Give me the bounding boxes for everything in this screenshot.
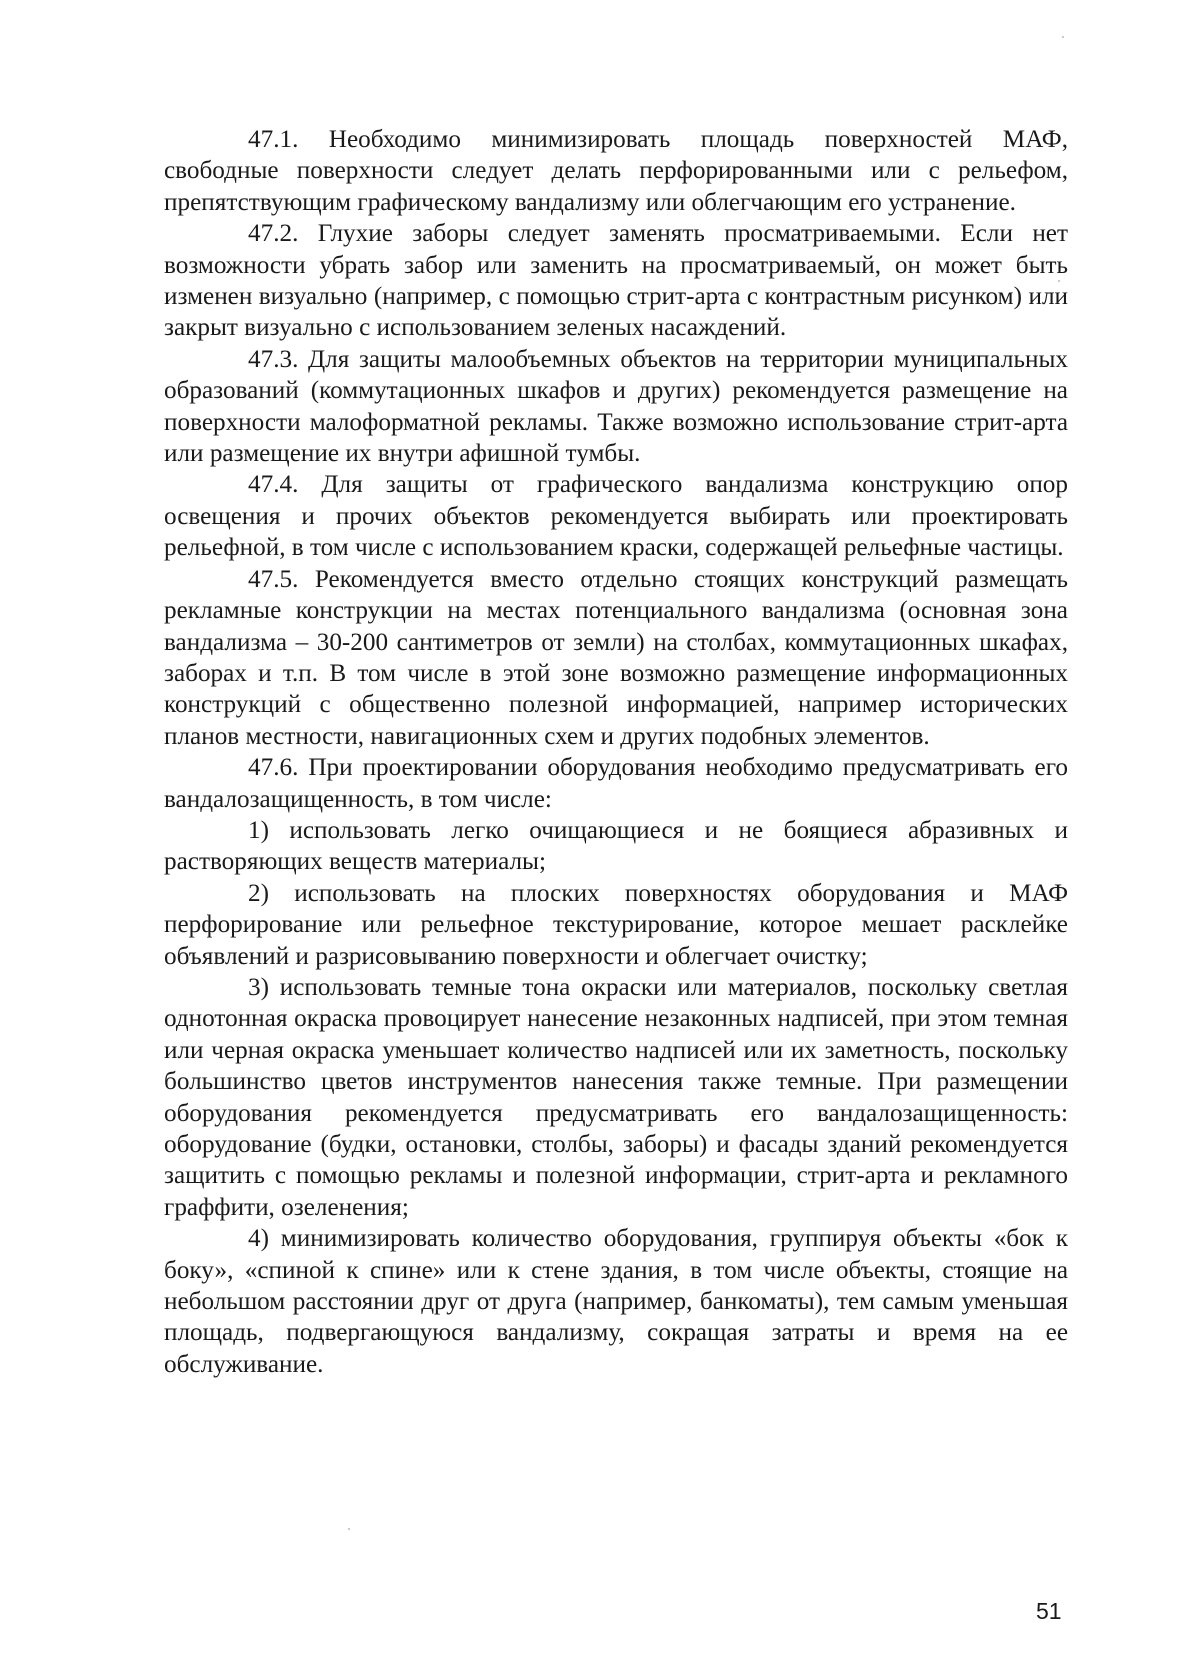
- paragraph-47-4: 47.4. Для защиты от графического вандализма конструкцию опор освещения и прочих объектов рекомендуется выбирать или проектировать рельефной, в том числе с использованием краски, содержащей рельефные частицы.: [164, 471, 1068, 562]
- paragraph-47-3: 47.3. Для защиты малообъемных объектов на территории муниципальных образований (коммутационных шкафов и других) рекомендуется размещение на поверхности малоформатной рекламы. Также возможно использование стрит-арта или размещение их внутри афишной тумбы.: [164, 345, 1068, 468]
- scan-speck: [1058, 280, 1060, 282]
- list-item-1: 1) использовать легко очищающиеся и не боящиеся абразивных и растворяющих веществ материалы;: [164, 816, 1068, 876]
- scan-speck: [1062, 36, 1064, 38]
- list-item-3: 3) использовать темные тона окраски или материалов, поскольку светлая однотонная окраска провоцирует нанесение незаконных надписей, при этом темная или черная окраска уменьшает количество надписей или их заметность, поскольку большинство цветов инструментов нанесения также темные. При размещении оборудования рекомендуется предусматривать его вандалозащищенность: оборудование (будки, остановки, столбы, заборы) и фасады зданий рекомендуется защитить с помощью рекламы и полезной информации, стрит-арта и рекламного граффити, озеленения;: [164, 973, 1068, 1221]
- list-item-2: 2) использовать на плоских поверхностях оборудования и МАФ перфорирование или рельефное текстурирование, которое мешает расклейке объявлений и разрисовыванию поверхности и облегчает очистку;: [164, 879, 1068, 970]
- paragraph-47-5: 47.5. Рекомендуется вместо отдельно стоящих конструкций размещать рекламные конструкции на местах потенциального вандализма (основная зона вандализма – 30-200 сантиметров от земли) на столбах, коммутационных шкафах, заборах и т.п. В том числе в этой зоне возможно размещение информационных конструкций с общественно полезной информацией, например исторических планов местности, навигационных схем и других подобных элементов.: [164, 565, 1068, 750]
- paragraph-47-6: 47.6. При проектировании оборудования необходимо предусматривать его вандалозащищенность, в том числе:: [164, 754, 1068, 813]
- list-item-4: 4) минимизировать количество оборудования, группируя объекты «бок к боку», «спиной к спине» или к стене здания, в том числе объекты, стоящие на небольшом расстоянии друг от друга (например, банкоматы), тем самым уменьшая площадь, подвергающуюся вандализму, сокращая затраты и время на ее обслуживание.: [164, 1225, 1068, 1378]
- paragraph-47-2: 47.2. Глухие заборы следует заменять просматриваемыми. Если нет возможности убрать забор или заменить на просматриваемый, он может быть изменен визуально (например, с помощью стрит-арта с контрастным рисунком) или закрыт визуально с использованием зеленых насаждений.: [164, 220, 1068, 342]
- scan-speck: [348, 1528, 350, 1530]
- paragraph-47-1: 47.1. Необходимо минимизировать площадь поверхностей МАФ, свободные поверхности следует делать перфорированными или с рельефом, препятствующим графическому вандализму или облегчающим его устранение.: [164, 126, 1068, 216]
- page-number: 51: [1036, 1598, 1062, 1624]
- document-body: [164, 124, 1068, 1380]
